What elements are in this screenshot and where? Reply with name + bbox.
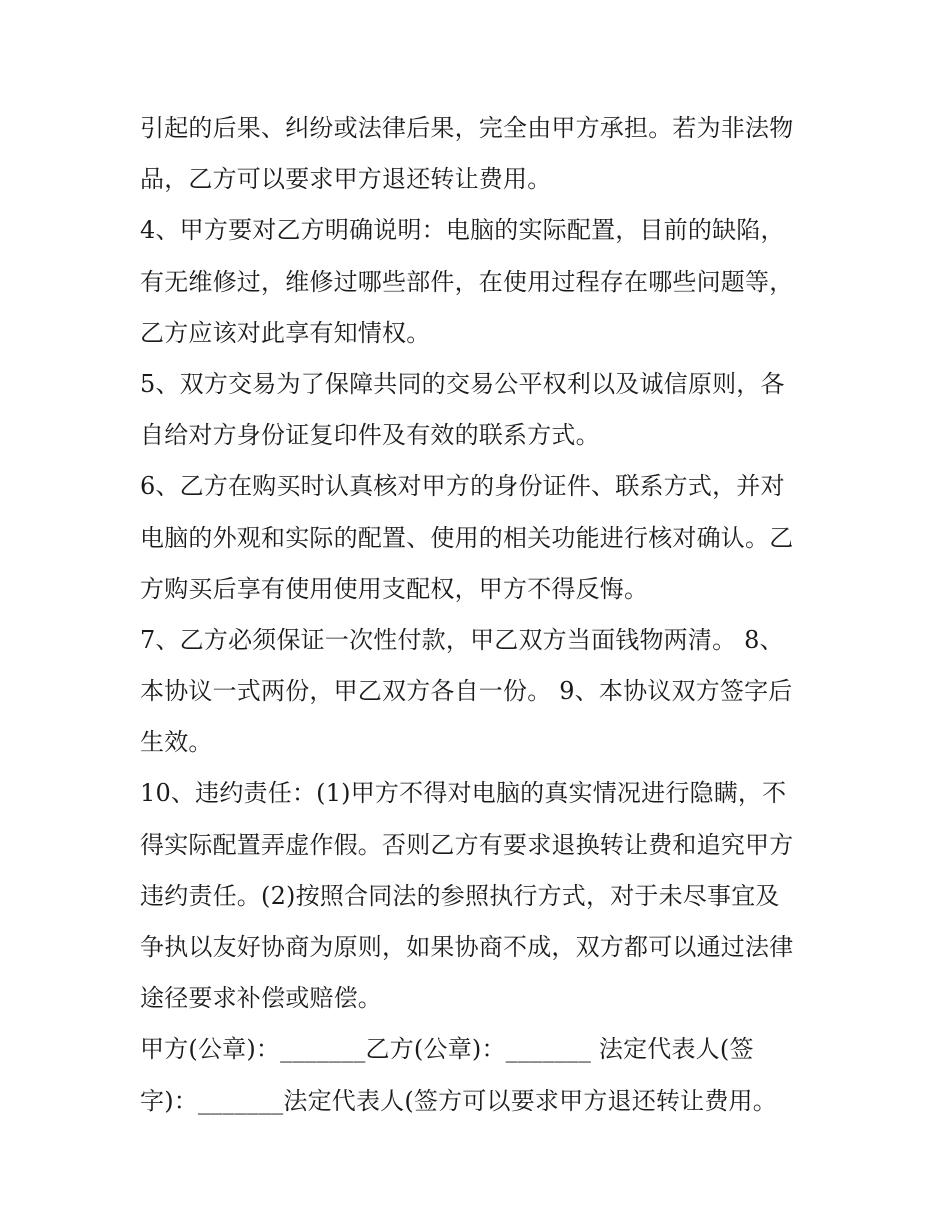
text-line: 4、甲方要对乙方明确说明：电脑的实际配置，目前的缺陷，	[140, 216, 785, 245]
text-line: 生效。	[140, 728, 213, 757]
text-line: 争执以友好协商为原则，如果协商不成，双方都可以通过法律	[140, 933, 794, 961]
text-line: 10、违约责任：(1)甲方不得对电脑的真实情况进行隐瞒，不	[140, 779, 787, 808]
text-line: 5、双方交易为了保障共同的交易公平权利以及诚信原则，各	[140, 369, 785, 398]
text-line: 有无维修过，维修过哪些部件，在使用过程存在哪些问题等，	[140, 267, 794, 296]
text-line: 引起的后果、纠纷或法律后果，完全由甲方承担。若为非法物	[140, 114, 794, 142]
text-line: 途径要求补偿或赔偿。	[140, 984, 382, 1013]
text-line: 得实际配置弄虚作假。否则乙方有要求退换转让费和追究甲方	[140, 830, 794, 859]
text-line: 本协议一式两份，甲乙双方各自一份。 9、本协议双方签字后	[140, 677, 793, 706]
signature-line: 字)：_______法定代表人(签方可以要求甲方退还转让费用。	[140, 1086, 777, 1115]
text-line: 自给对方身份证复印件及有效的联系方式。	[140, 421, 600, 450]
text-line: 乙方应该对此享有知情权。	[140, 318, 431, 347]
text-line: 品，乙方可以要求甲方退还转让费用。	[140, 165, 552, 194]
document-body	[140, 103, 820, 1127]
signature-line: 甲方(公章)：_______乙方(公章)：_______ 法定代表人(签	[140, 1035, 754, 1064]
text-line: 方购买后享有使用使用支配权，甲方不得反悔。	[140, 574, 649, 603]
text-line: 违约责任。(2)按照合同法的参照执行方式，对于未尽事宜及	[140, 881, 780, 910]
text-line: 电脑的外观和实际的配置、使用的相关功能进行核对确认。乙	[140, 523, 794, 552]
text-line: 7、乙方必须保证一次性付款，甲乙双方当面钱物两清。 8、	[140, 625, 784, 654]
text-line: 6、乙方在购买时认真核对甲方的身份证件、联系方式，并对	[140, 472, 785, 501]
